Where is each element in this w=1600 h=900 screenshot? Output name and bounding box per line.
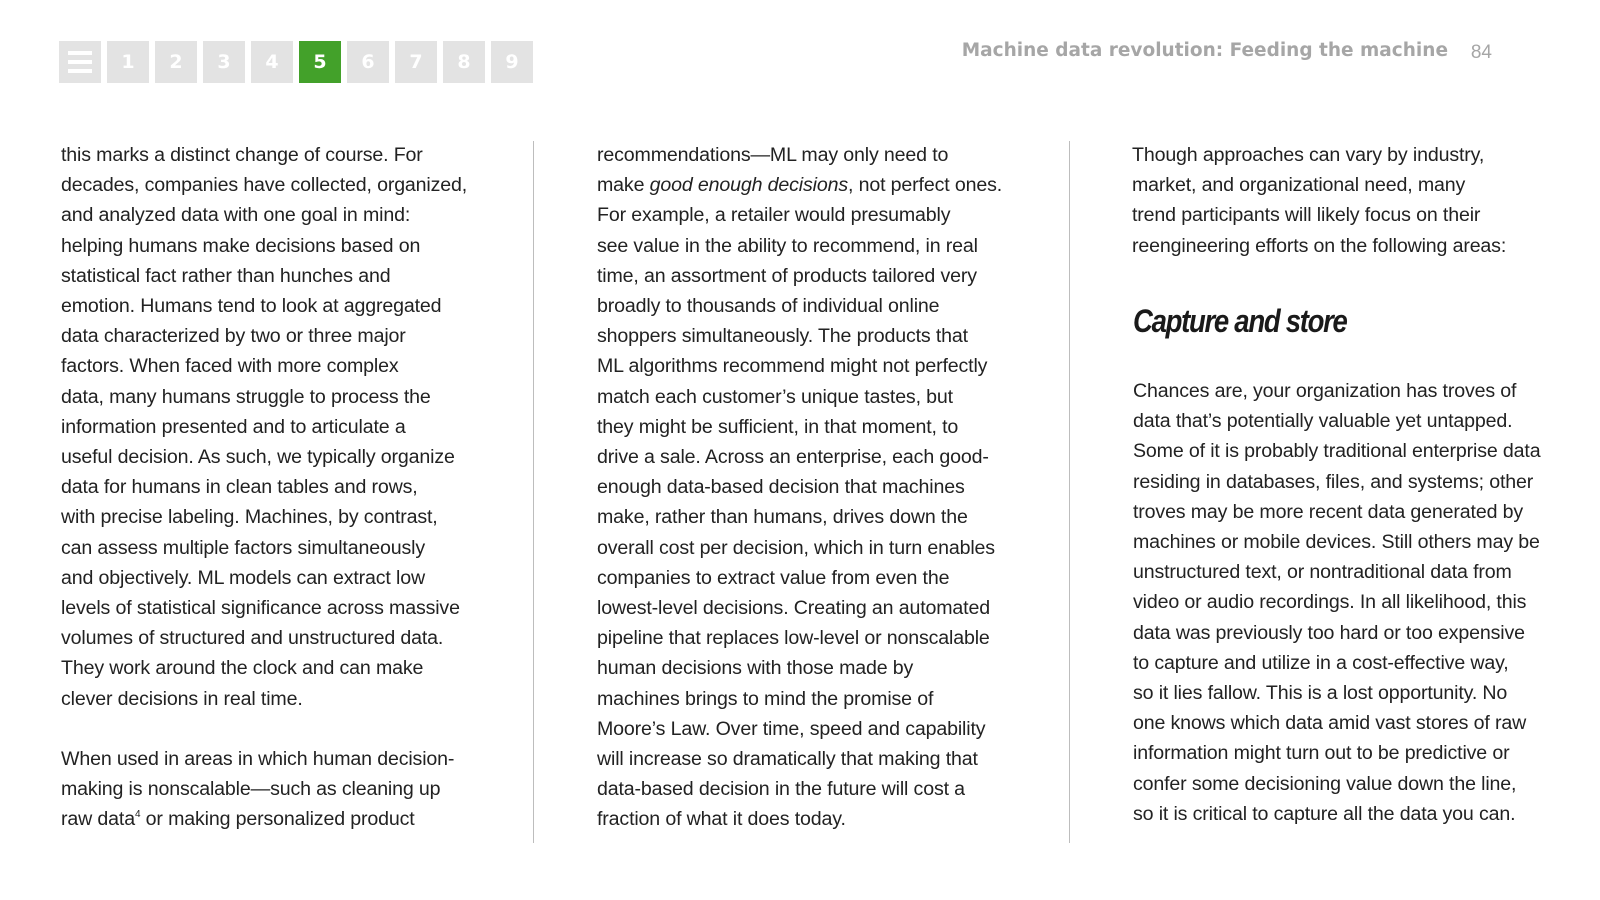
page-button-9[interactable]: 9: [491, 41, 533, 83]
text-line: useful decision. As such, we typically organize: [61, 446, 455, 469]
text-line: emotion. Humans tend to look at aggregated: [61, 295, 442, 318]
page-button-8[interactable]: 8: [443, 41, 485, 83]
column1-paragraph-2: [61, 744, 467, 835]
text-fragment: raw data: [61, 808, 135, 831]
column-divider-2: [1069, 141, 1070, 843]
text-line: Moore’s Law. Over time, speed and capability: [597, 717, 986, 740]
text-line: will increase so dramatically that making that: [597, 748, 978, 771]
text-line: data for humans in clean tables and rows,: [61, 476, 418, 499]
column-divider-1: [533, 141, 534, 843]
text-line: human decisions with those made by: [597, 657, 914, 680]
document-title: Machine data revolution: Feeding the machine: [961, 40, 1448, 61]
text-line: Though approaches can vary by industry,: [1132, 144, 1485, 166]
text-line: pipeline that replaces low-level or nonscalable: [597, 627, 990, 650]
text-line: lowest-level decisions. Creating an automated: [597, 597, 990, 620]
text-line: [597, 170, 1002, 200]
text-line: with precise labeling. Machines, by contrast,: [61, 506, 438, 529]
text-line: and analyzed data with one goal in mind:: [61, 204, 411, 227]
text-line: For example, a retailer would presumably: [597, 204, 951, 227]
text-line: overall cost per decision, which in turn enables: [597, 536, 995, 559]
text-line: video or audio recordings. In all likelihood, this: [1133, 591, 1527, 614]
column2-paragraph: [597, 140, 1002, 835]
text-line: make, rather than humans, drives down the: [597, 506, 968, 529]
emphasis-text: good enough decisions: [649, 174, 849, 197]
text-line: trend participants will likely focus on their: [1132, 204, 1481, 227]
text-line: data that’s potentially valuable yet untapped.: [1133, 410, 1513, 433]
column1-paragraph-1: [61, 140, 467, 714]
page-number: 84: [1470, 42, 1492, 63]
text-line: making is nonscalable—such as cleaning up: [61, 778, 441, 801]
text-line: data, many humans struggle to process the: [61, 385, 431, 408]
page-button-2[interactable]: 2: [155, 41, 197, 83]
text-line: fraction of what it does today.: [597, 808, 846, 831]
text-line: so it is critical to capture all the data you can.: [1133, 802, 1516, 825]
menu-icon: [68, 51, 92, 73]
text-line: levels of statistical significance across massive: [61, 597, 460, 620]
text-line: market, and organizational need, many: [1132, 174, 1466, 197]
footnote-ref[interactable]: 4: [134, 809, 141, 821]
text-line: recommendations—ML may only need to: [597, 144, 949, 166]
text-line: Chances are, your organization has troves of: [1133, 380, 1517, 402]
text-line: ML algorithms recommend might not perfectly: [597, 355, 988, 378]
text-fragment: or making personalized product: [140, 808, 415, 831]
text-line: broadly to thousands of individual online: [597, 295, 940, 318]
text-line: see value in the ability to recommend, in real: [597, 234, 978, 257]
page-button-1[interactable]: 1: [107, 41, 149, 83]
text-line: Some of it is probably traditional enterprise data: [1133, 440, 1541, 463]
text-line: helping humans make decisions based on: [61, 234, 421, 257]
section-subheading: Capture and store: [1133, 303, 1347, 339]
text-line: reengineering efforts on the following areas:: [1132, 234, 1507, 257]
text-line: companies to extract value from even the: [597, 566, 950, 589]
text-line: clever decisions in real time.: [61, 687, 303, 710]
page-button-5-active[interactable]: 5: [299, 41, 341, 83]
text-line: can assess multiple factors simultaneously: [61, 536, 425, 559]
text-line: so it lies fallow. This is a lost opportunity. No: [1133, 682, 1508, 705]
text-line: [61, 804, 467, 834]
text-line: data was previously too hard or too expensive: [1133, 621, 1525, 644]
text-line: one knows which data amid vast stores of raw: [1133, 712, 1527, 735]
text-line: information presented and to articulate a: [61, 415, 406, 438]
column3-body-paragraph: [1133, 376, 1540, 829]
text-fragment: , not perfect ones.: [848, 174, 1003, 197]
text-column-2: [597, 140, 1002, 835]
text-line: enough data-based decision that machines: [597, 476, 965, 499]
text-line: decades, companies have collected, organized,: [61, 174, 468, 197]
text-line: When used in areas in which human decision-: [61, 748, 455, 771]
page-button-6[interactable]: 6: [347, 41, 389, 83]
text-line: factors. When faced with more complex: [61, 355, 399, 378]
text-line: shoppers simultaneously. The products that: [597, 325, 968, 348]
text-column-3-body: [1133, 376, 1540, 829]
text-line: machines or mobile devices. Still others may be: [1133, 531, 1540, 554]
text-fragment: make: [597, 174, 650, 197]
text-line: this marks a distinct change of course. For: [61, 144, 423, 166]
text-line: data-based decision in the future will cost a: [597, 778, 965, 801]
text-line: they might be sufficient, in that moment, to: [597, 415, 959, 438]
text-line: information might turn out to be predictive or: [1133, 742, 1510, 765]
text-line: residing in databases, files, and systems; other: [1133, 470, 1534, 493]
page-button-7[interactable]: 7: [395, 41, 437, 83]
text-line: confer some decisioning value down the line,: [1133, 772, 1517, 795]
text-line: troves may be more recent data generated by: [1133, 500, 1523, 523]
text-line: drive a sale. Across an enterprise, each good-: [597, 446, 989, 469]
text-column-1: [61, 140, 467, 835]
text-line: time, an assortment of products tailored very: [597, 264, 977, 287]
page-navigation: [59, 41, 533, 83]
text-line: unstructured text, or nontraditional data from: [1133, 561, 1512, 584]
text-column-3-intro: [1132, 140, 1506, 261]
text-line: statistical fact rather than hunches and: [61, 264, 391, 287]
text-line: machines brings to mind the promise of: [597, 687, 934, 710]
text-line: to capture and utilize in a cost-effective way,: [1133, 651, 1509, 674]
text-line: match each customer’s unique tastes, but: [597, 385, 953, 408]
text-line: volumes of structured and unstructured data.: [61, 627, 444, 650]
text-line: data characterized by two or three major: [61, 325, 406, 348]
page-button-4[interactable]: 4: [251, 41, 293, 83]
text-line: They work around the clock and can make: [61, 657, 424, 680]
column3-intro-paragraph: [1132, 140, 1506, 261]
text-line: and objectively. ML models can extract low: [61, 566, 425, 589]
page-button-3[interactable]: 3: [203, 41, 245, 83]
menu-button[interactable]: [59, 41, 101, 83]
